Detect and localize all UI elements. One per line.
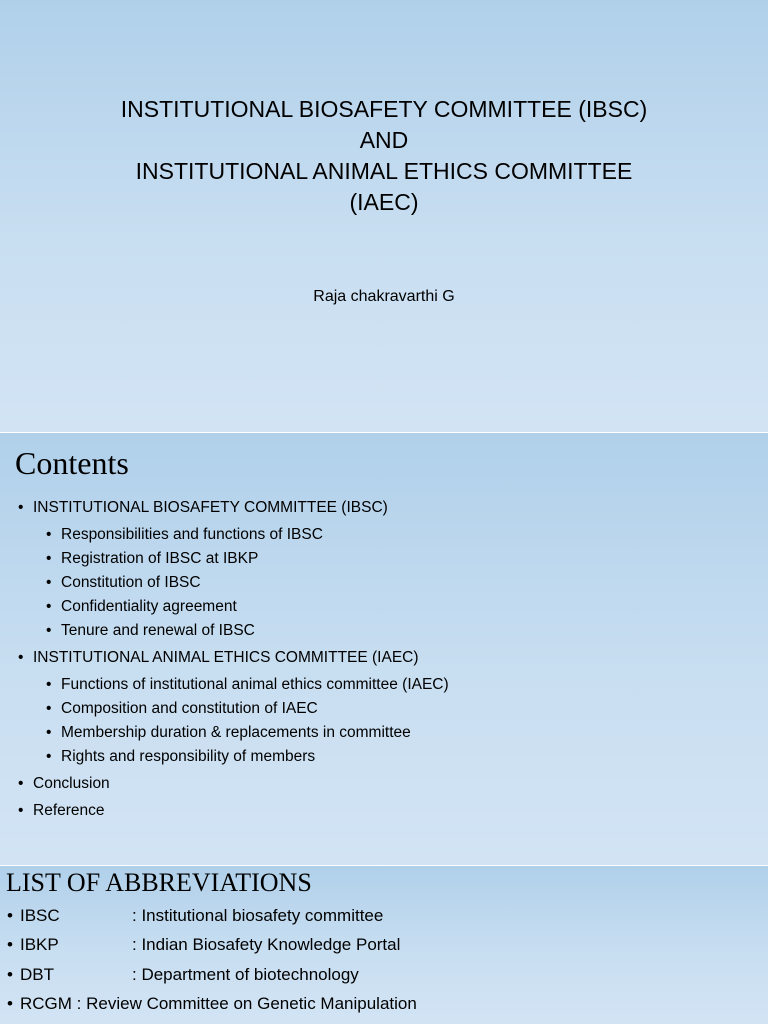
list-item-text: Conclusion: [33, 775, 110, 792]
list-item: [18, 526, 758, 550]
title-slide: [0, 0, 768, 432]
list-item-text: Tenure and renewal of IBSC: [61, 622, 255, 639]
list-item-text: Responsibilities and functions of IBSC: [61, 526, 323, 543]
list-item: [18, 550, 758, 574]
contents-list: [18, 499, 758, 829]
list-item: [18, 802, 758, 829]
list-item-text: Membership duration & replacements in committee: [61, 724, 411, 741]
abbreviation-definition: : Department of biotechnology: [132, 964, 359, 984]
bullet-icon: •: [46, 622, 52, 639]
bullet-icon: •: [46, 700, 52, 717]
bullet-icon: •: [7, 935, 13, 955]
contents-heading: Contents: [15, 445, 129, 481]
author-name: Raja chakravarthi G: [313, 288, 455, 305]
abbreviation-definition: : Institutional biosafety committee: [132, 906, 384, 925]
abbreviations-list: [7, 906, 757, 1023]
title-line: INSTITUTIONAL ANIMAL ETHICS COMMITTEE: [135, 158, 633, 184]
list-item: [18, 724, 758, 748]
list-item-text: INSTITUTIONAL ANIMAL ETHICS COMMITTEE (IAEC): [33, 649, 419, 666]
list-item: [18, 775, 758, 802]
bullet-icon: •: [7, 906, 13, 925]
list-item: [18, 649, 758, 676]
list-item: [18, 598, 758, 622]
abbreviations-heading: LIST OF ABBREVIATIONS: [6, 868, 312, 897]
title-line: AND: [359, 127, 409, 153]
title-line: (IAEC): [349, 189, 419, 215]
list-item-text: Constitution of IBSC: [61, 574, 201, 591]
list-item-text: Rights and responsibility of members: [61, 748, 316, 765]
abbreviation-row: [7, 994, 757, 1023]
abbreviation-row: [7, 906, 757, 935]
bullet-icon: •: [18, 802, 24, 819]
list-item-text: Reference: [33, 802, 105, 819]
bullet-icon: •: [18, 649, 24, 666]
list-item-text: Confidentiality agreement: [61, 598, 237, 615]
list-item-text: Registration of IBSC at IBKP: [61, 550, 259, 567]
bullet-icon: •: [46, 676, 52, 693]
abbreviation-row: [7, 935, 757, 964]
abbreviation-row: [7, 965, 757, 994]
list-item-text: Functions of institutional animal ethics committee (IAEC): [61, 676, 449, 693]
title-line: INSTITUTIONAL BIOSAFETY COMMITTEE (IBSC): [120, 96, 648, 122]
abbreviation-term: IBKP: [20, 935, 59, 955]
list-item-text: INSTITUTIONAL BIOSAFETY COMMITTEE (IBSC): [33, 499, 388, 516]
abbreviations-slide: [0, 866, 768, 1024]
presentation-title: [0, 94, 768, 218]
bullet-icon: •: [7, 964, 13, 984]
list-item: [18, 622, 758, 646]
abbreviation-full: RCGM : Review Committee on Genetic Manipulation: [20, 993, 417, 1013]
abbreviation-term: DBT: [20, 964, 54, 984]
abbreviation-definition: : Indian Biosafety Knowledge Portal: [132, 935, 401, 955]
list-item-text: Composition and constitution of IAEC: [61, 700, 318, 717]
bullet-icon: •: [46, 598, 52, 615]
abbreviation-term: IBSC: [20, 906, 60, 925]
bullet-icon: •: [18, 499, 24, 516]
bullet-icon: •: [46, 574, 52, 591]
bullet-icon: •: [46, 550, 52, 567]
list-item: [18, 676, 758, 700]
bullet-icon: •: [46, 748, 52, 765]
list-item: [18, 700, 758, 724]
bullet-icon: •: [46, 526, 52, 543]
list-item: [18, 574, 758, 598]
bullet-icon: •: [7, 993, 13, 1013]
bullet-icon: •: [46, 724, 52, 741]
contents-slide: [0, 433, 768, 865]
list-item: [18, 499, 758, 526]
bullet-icon: •: [18, 775, 24, 792]
list-item: [18, 748, 758, 772]
